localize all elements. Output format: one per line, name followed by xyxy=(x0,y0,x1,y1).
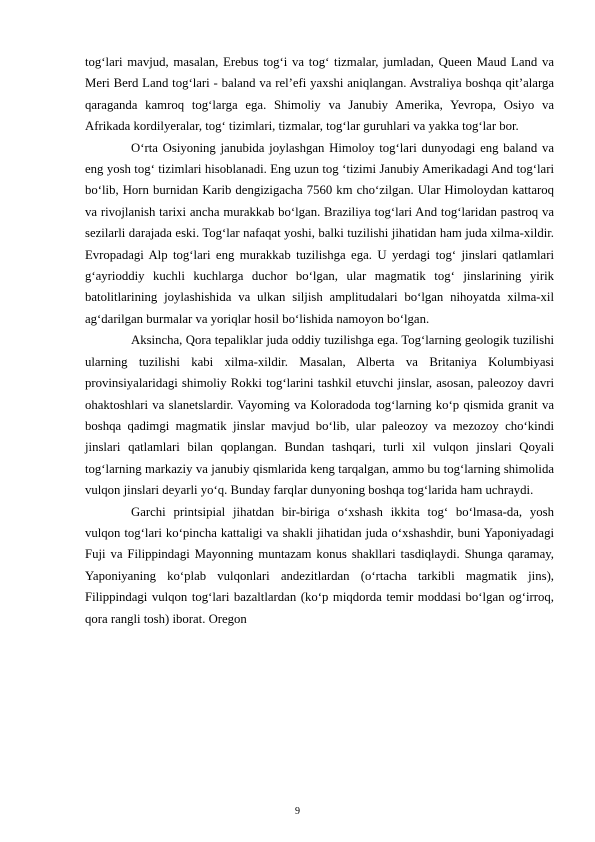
paragraph-continuation: tog‘lari mavjud, masalan, Erebus tog‘i va tog‘ tizmalar, jumladan, Queen Maud Land va Meri Berd Land tog‘lari - baland va rel’efi yaxshi aniqlangan. Avstraliya boshqa qit’alarga qaraganda kamroq tog‘larga ega. Shimoliy va Janubiy Amerika, Yevropa, Osiyo va Afrikada kordilyeralar, tog‘ tizimlari, tizmalar, tog‘lar guruhlari va yakka tog‘lar bor. xyxy=(85,55,554,134)
body-text xyxy=(85,52,554,630)
page-number: 9 xyxy=(295,806,300,817)
paragraph-black-hills-rockies: Aksincha, Qora tepaliklar juda oddiy tuzilishga ega. Tog‘larning geologik tuzilishi ularning tuzilishi kabi xilma-xildir. Masalan, Alberta va Britaniya Kolumbiyasi provinsiyalaridagi shimoliy Rokki tog‘larini tashkil etuvchi jinslar, asosan, paleozoy davri ohaktoshlari va slanetslardir. Vayoming va Koloradoda tog‘larning ko‘p qismida granit va boshqa qadimgi magmatik jinslar mavjud bo‘lib, ular paleozoy va mezozoy cho‘kindi jinslari qatlamlari bilan qoplangan. Bundan tashqari, turli xil vulqon jinslari Qoyali tog‘larning markaziy va janubiy qismlarida keng tarqalgan, ammo bu tog‘larning shimolida vulqon jinslari deyarli yo‘q. Bunday farqlar dunyoning boshqa tog‘larida ham uchraydi. xyxy=(85,333,554,498)
paragraph-volcanic-mountains: Garchi printsipial jihatdan bir-biriga o‘xshash ikkita tog‘ bo‘lmasa-da, yosh vulqon tog‘lari ko‘pincha kattaligi va shakli jihatidan juda o‘xshashdir, buni Yaponiyadagi Fuji va Filippindagi Mayonning muntazam konus shakllari tasdiqlaydi. Shunga qaramay, Yaponiyaning ko‘plab vulqonlari andezitlardan (o‘rtacha tarkibli magmatik jins), Filippindagi vulqon tog‘lari bazaltlardan (ko‘p miqdorda temir moddasi bo‘lgan og‘irroq, qora rangli tosh) iborat. Oregon xyxy=(85,504,554,626)
paragraph-himalaya-andes: O‘rta Osiyoning janubida joylashgan Himoloy tog‘lari dunyodagi eng baland va eng yosh tog‘ tizimlari hisoblanadi. Eng uzun tog ‘tizimi Janubiy Amerikadagi And tog‘lari bo‘lib, Horn burnidan Karib dengizigacha 7560 km cho‘zilgan. Ular Himoloydan kattaroq va rivojlanish tarixi ancha murakkab bo‘lgan. Braziliya tog‘lari And tog‘laridan pastroq va sezilarli darajada eski. Tog‘lar nafaqat yoshi, balki tuzilishi jihatidan ham juda xilma-xildir. Evropadagi Alp tog‘lari eng murakkab tuzilishga ega. U yerdagi tog‘ jinslari qatlamlari g‘ayrioddiy kuchli kuchlarga duchor bo‘lgan, ular magmatik tog‘ jinslarining yirik batolitlarining joylashishida va ulkan siljish amplitudalari bo‘lgan nihoyatda xilma-xil ag‘darilgan burmalar va yoriqlar hosil bo‘lishida namoyon bo‘lgan. xyxy=(85,140,554,326)
